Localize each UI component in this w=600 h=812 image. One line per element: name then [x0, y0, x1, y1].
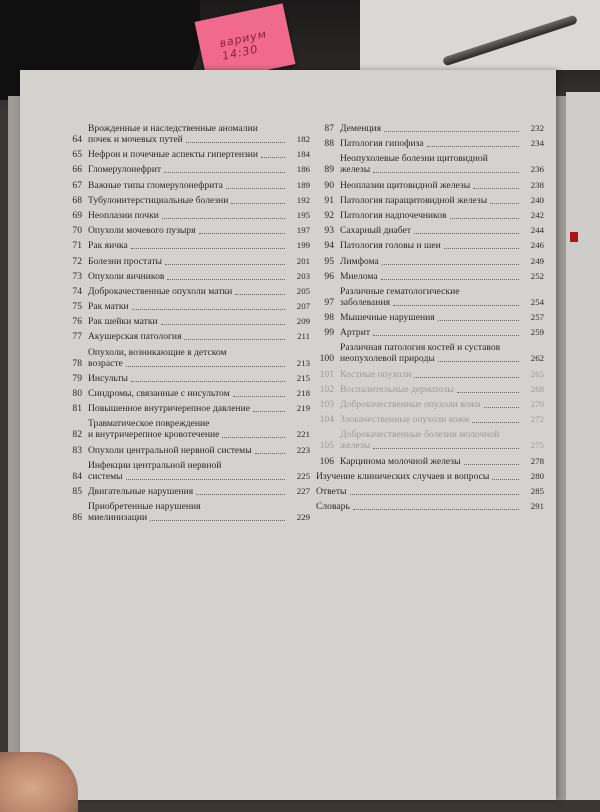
toc-entry: [316, 312, 544, 323]
toc-entry: [316, 271, 544, 282]
chapter-number: 99: [324, 327, 334, 339]
page-number: 186: [296, 164, 310, 175]
page-number: 252: [530, 270, 544, 281]
dot-leader: [444, 248, 519, 249]
chapter-number: 66: [72, 164, 82, 176]
chapter-title-line: Различная патология костей и суставов: [340, 342, 501, 354]
page-number: 189: [296, 179, 310, 190]
chapter-title: [316, 486, 544, 497]
toc-entry: [66, 301, 310, 312]
chapter-title-line: Рак матки: [88, 301, 129, 313]
chapter-title: [340, 384, 544, 395]
toc-entry: [66, 225, 310, 236]
toc-entry: [66, 164, 310, 175]
page-number: 291: [530, 501, 544, 512]
dot-leader: [350, 494, 520, 495]
chapter-title-line: Инфекции центральной нервной: [88, 459, 222, 471]
chapter-number: 104: [319, 414, 334, 426]
chapter-number: 64: [72, 134, 82, 145]
dot-leader: [373, 448, 519, 449]
toc-entry: [316, 153, 544, 175]
chapter-title-line: Инсульты: [88, 372, 129, 384]
chapter-title: [88, 460, 310, 482]
chapter-title-line: Доброкачественные болезни молочной: [340, 429, 500, 441]
chapter-title: [340, 195, 544, 206]
chapter-number: 79: [72, 372, 82, 384]
chapter-number: 80: [72, 388, 82, 399]
chapter-number: 87: [324, 123, 334, 134]
chapter-title-line: Различные гематологические: [340, 285, 460, 297]
dot-leader: [126, 479, 285, 480]
toc-left-column: [66, 123, 310, 527]
toc-entry: [316, 195, 544, 206]
chapter-number: 85: [72, 485, 82, 497]
chapter-title-line: системы: [88, 470, 123, 482]
chapter-title-line: возрасте: [88, 357, 123, 369]
chapter-title: [88, 149, 310, 160]
chapter-title-line: Патология гипофиза: [340, 138, 424, 150]
chapter-title-line: Опухоли, возникающие в детском: [88, 346, 227, 358]
toc-entry: [66, 271, 310, 282]
chapter-title-line: Опухоли центральной нервной системы: [88, 444, 252, 456]
dot-leader: [393, 305, 519, 306]
next-page-fragment: [566, 92, 600, 800]
chapter-title-line: Рак яичка: [88, 240, 128, 252]
chapter-title-line: Деменция: [340, 123, 382, 134]
chapter-number: 69: [72, 209, 82, 221]
dot-leader: [438, 320, 519, 321]
toc-entry: [316, 471, 544, 482]
page-number: 209: [296, 316, 310, 327]
chapter-number: 96: [324, 270, 334, 282]
chapter-title: [88, 331, 310, 342]
page-number: 192: [296, 194, 310, 205]
chapter-title-line: Неоплазии щитовидной железы: [340, 179, 471, 191]
toc-entry: [66, 123, 310, 145]
page-number: 246: [530, 240, 544, 251]
toc-entry: [316, 456, 544, 467]
page-number: 268: [530, 383, 544, 394]
toc-entry: [316, 256, 544, 267]
dot-leader: [261, 157, 285, 158]
chapter-title: [88, 195, 310, 206]
page-number: 242: [530, 209, 544, 220]
dot-leader: [253, 411, 285, 412]
page-number: 225: [296, 470, 310, 481]
page-number: 197: [296, 225, 310, 236]
toc-entry: [66, 286, 310, 297]
chapter-number: 101: [319, 368, 334, 380]
toc-entry: [316, 399, 544, 410]
chapter-number: 95: [324, 255, 334, 267]
toc-entry: [66, 149, 310, 160]
chapter-title-line: Патология головы и шеи: [340, 240, 441, 252]
dot-leader: [226, 188, 285, 189]
dot-leader: [382, 264, 519, 265]
chapter-title-line: Ответы: [316, 485, 347, 497]
chapter-number: 98: [324, 312, 334, 324]
page-number: 223: [296, 444, 310, 455]
page-number: 201: [296, 255, 310, 266]
page-number: 182: [296, 134, 310, 144]
page-number: 240: [530, 194, 544, 205]
toc-entry: [66, 388, 310, 399]
page-number: 254: [530, 296, 544, 307]
chapter-number: 92: [324, 209, 334, 221]
toc-entry: [316, 286, 544, 308]
chapter-title-line: Изучение клинических случаев и вопросы: [316, 470, 490, 482]
dot-leader: [373, 172, 519, 173]
toc-entry: [66, 240, 310, 251]
chapter-title: [88, 240, 310, 251]
page-number: 219: [296, 403, 310, 414]
toc-entry: [66, 347, 310, 369]
chapter-title: [88, 316, 310, 327]
chapter-number: 75: [72, 301, 82, 313]
page-number: 221: [296, 429, 310, 440]
chapter-title: [340, 210, 544, 221]
table-of-contents-page: [20, 70, 556, 800]
dot-leader: [126, 366, 285, 367]
dot-leader: [472, 422, 519, 423]
chapter-title: [88, 210, 310, 221]
toc-right-column: [316, 123, 544, 516]
toc-entry: [66, 210, 310, 221]
chapter-title-line: Важные типы гломерулонефрита: [88, 179, 223, 191]
chapter-title-line: Патология надпочечников: [340, 209, 447, 221]
chapter-title: [340, 342, 544, 364]
toc-entry: [66, 418, 310, 440]
chapter-number: 91: [324, 194, 334, 206]
chapter-title: [88, 271, 310, 282]
page-number: 199: [296, 240, 310, 251]
chapter-title-line: Травматическое повреждение: [88, 418, 210, 430]
toc-entry: [316, 138, 544, 149]
chapter-number: 81: [72, 403, 82, 415]
dot-leader: [235, 294, 285, 295]
page-number: 272: [530, 414, 544, 425]
page-number: 257: [530, 312, 544, 323]
chapter-number: 97: [324, 296, 334, 308]
chapter-title-line: Карцинома молочной железы: [340, 455, 461, 467]
page-number: 227: [296, 485, 310, 496]
dot-leader: [457, 392, 519, 393]
chapter-title-line: Нефрон и почечные аспекты гипертензии: [88, 149, 259, 161]
dot-leader: [164, 172, 285, 173]
toc-entry: [66, 331, 310, 342]
chapter-title-line: Словарь: [316, 501, 350, 513]
toc-entry: [66, 501, 310, 523]
toc-entry: [316, 369, 544, 380]
toc-entry: [316, 384, 544, 395]
chapter-title: [340, 456, 544, 467]
chapter-title-line: Артрит: [340, 327, 371, 339]
chapter-title: [88, 403, 310, 414]
chapter-title-line: Опухоли яичников: [88, 270, 165, 282]
dot-leader: [381, 279, 519, 280]
chapter-title: [340, 271, 544, 282]
dot-leader: [492, 479, 519, 480]
chapter-title: [340, 180, 544, 191]
dot-leader: [353, 509, 519, 510]
page-number: 232: [530, 123, 544, 133]
chapter-title: [340, 153, 544, 175]
toc-entry: [66, 195, 310, 206]
chapter-title-line: Костные опухоли: [340, 368, 412, 380]
sticky-note-handwriting: вариум 14:30: [218, 27, 269, 63]
chapter-title: [88, 301, 310, 312]
chapter-number: 71: [72, 240, 82, 252]
page-number: 275: [530, 440, 544, 451]
dot-leader: [199, 233, 285, 234]
chapter-number: 82: [72, 429, 82, 441]
chapter-title-line: Приобретенные нарушения: [88, 501, 201, 513]
dot-leader: [131, 248, 285, 249]
dot-leader: [414, 377, 519, 378]
chapter-title: [340, 123, 544, 134]
chapter-title: [340, 399, 544, 410]
chapter-title: [316, 501, 544, 512]
toc-entry: [66, 256, 310, 267]
chapter-title: [340, 225, 544, 236]
chapter-title: [340, 327, 544, 338]
chapter-title: [340, 312, 544, 323]
chapter-number: 94: [324, 240, 334, 252]
white-paper-sheet: [360, 0, 600, 70]
chapter-number: 73: [72, 270, 82, 282]
toc-entry: [66, 445, 310, 456]
chapter-title: [88, 180, 310, 191]
toc-entry: [316, 414, 544, 425]
chapter-title-line: железы: [340, 440, 371, 452]
page-number: 205: [296, 285, 310, 296]
dot-leader: [231, 203, 285, 204]
chapter-title-line: Синдромы, связанные с инсультом: [88, 388, 230, 399]
chapter-title: [88, 225, 310, 236]
dot-leader: [196, 494, 285, 495]
chapter-number: 76: [72, 316, 82, 328]
dot-leader: [464, 464, 519, 465]
chapter-title-line: Лимфома: [340, 255, 379, 267]
page-number: 215: [296, 372, 310, 383]
chapter-number: 102: [319, 383, 334, 395]
chapter-title-line: Сахарный диабет: [340, 225, 411, 237]
chapter-title: [316, 471, 544, 482]
dot-leader: [255, 453, 285, 454]
toc-entry: [316, 501, 544, 512]
page-number: 211: [297, 331, 310, 342]
chapter-number: 78: [72, 357, 82, 369]
chapter-number: 70: [72, 225, 82, 237]
dot-leader: [384, 131, 519, 132]
chapter-title-line: Злокачественные опухоли кожи: [340, 414, 470, 426]
chapter-number: 65: [72, 149, 82, 161]
chapter-number: 74: [72, 285, 82, 297]
chapter-number: 83: [72, 444, 82, 456]
toc-entry: [66, 460, 310, 482]
page-number: 270: [530, 399, 544, 409]
chapter-title-line: Опухоли мочевого пузыря: [88, 225, 196, 237]
chapter-title: [88, 418, 310, 440]
toc-entry: [316, 240, 544, 251]
chapter-number: 67: [72, 179, 82, 191]
toc-entry: [316, 123, 544, 134]
page-number: 259: [530, 327, 544, 338]
chapter-title-line: заболевания: [340, 296, 390, 308]
chapter-number: 105: [319, 440, 334, 452]
toc-entry: [316, 180, 544, 191]
dot-leader: [414, 233, 519, 234]
chapter-title-line: Патология паращитовидной железы: [340, 194, 488, 206]
chapter-title: [88, 347, 310, 369]
dot-leader: [132, 309, 285, 310]
chapter-title: [340, 429, 544, 451]
chapter-title: [88, 388, 310, 399]
dot-leader: [484, 407, 519, 408]
page-number: 213: [296, 357, 310, 368]
chapter-title: [88, 445, 310, 456]
chapter-title-line: Болезни простаты: [88, 255, 162, 267]
chapter-title-line: Доброкачественные опухоли матки: [88, 285, 233, 297]
page-number: 229: [296, 512, 310, 523]
chapter-title: [88, 164, 310, 175]
toc-entry: [66, 486, 310, 497]
dot-leader: [233, 396, 285, 397]
toc-entry: [316, 342, 544, 364]
chapter-number: 84: [72, 470, 82, 482]
dot-leader: [473, 188, 519, 189]
chapter-title-line: Гломерулонефрит: [88, 164, 162, 176]
page-number: 244: [530, 225, 544, 236]
toc-entry: [66, 316, 310, 327]
chapter-title-line: Тубулоинтерстициальные болезни: [88, 194, 229, 206]
dot-leader: [162, 218, 285, 219]
dot-leader: [167, 279, 285, 280]
page-number: 278: [530, 455, 544, 466]
chapter-title: [340, 256, 544, 267]
dot-leader: [222, 437, 285, 438]
page-number: 203: [296, 270, 310, 281]
chapter-title-line: Неопухолевые болезни щитовидной: [340, 153, 488, 165]
dot-leader: [438, 361, 519, 362]
chapter-number: 93: [324, 225, 334, 237]
chapter-title-line: Рак шейки матки: [88, 316, 158, 328]
chapter-title: [88, 373, 310, 384]
dot-leader: [373, 335, 519, 336]
dot-leader: [427, 146, 519, 147]
toc-entry: [316, 327, 544, 338]
dot-leader: [450, 218, 519, 219]
page-number: 207: [296, 301, 310, 312]
dot-leader: [161, 324, 285, 325]
chapter-number: 106: [319, 455, 334, 467]
chapter-number: 88: [324, 138, 334, 150]
chapter-title-line: Мышечные нарушения: [340, 312, 435, 324]
chapter-title-line: Доброкачественные опухоли кожи: [340, 399, 481, 410]
chapter-title: [88, 256, 310, 267]
page-number: 262: [530, 353, 544, 364]
dot-leader: [490, 203, 519, 204]
chapter-number: 68: [72, 194, 82, 206]
toc-entry: [316, 225, 544, 236]
chapter-title: [340, 414, 544, 425]
chapter-number: 103: [319, 399, 334, 410]
chapter-title: [340, 369, 544, 380]
chapter-title: [88, 486, 310, 497]
red-marker: [570, 232, 578, 242]
page-number: 249: [530, 255, 544, 266]
toc-entry: [66, 180, 310, 191]
page-number: 195: [296, 209, 310, 220]
page-number: 184: [296, 149, 310, 160]
dot-leader: [131, 381, 285, 382]
dot-leader: [150, 520, 285, 521]
chapter-title: [340, 240, 544, 251]
page-number: 285: [530, 485, 544, 496]
chapter-title-line: Воспалительные дерматозы: [340, 383, 454, 395]
page-number: 234: [530, 138, 544, 149]
page-number: 218: [296, 388, 310, 398]
page-number: 238: [530, 179, 544, 190]
page-number: 280: [530, 470, 544, 481]
toc-entry: [316, 486, 544, 497]
page-number: 236: [530, 164, 544, 175]
page-number: 265: [530, 368, 544, 379]
chapter-title-line: Миелома: [340, 270, 378, 282]
chapter-title: [340, 138, 544, 149]
chapter-number: 72: [72, 255, 82, 267]
dot-leader: [186, 142, 285, 143]
chapter-title-line: Неоплазии почки: [88, 209, 159, 221]
chapter-number: 100: [319, 353, 334, 365]
chapter-title-line: Повышенное внутричерепное давление: [88, 403, 250, 415]
chapter-title: [88, 286, 310, 297]
chapter-title-line: неопухолевой природы: [340, 353, 435, 365]
chapter-number: 90: [324, 179, 334, 191]
chapter-title: [88, 501, 310, 523]
chapter-title-line: миелинизации: [88, 512, 148, 524]
toc-entry: [66, 403, 310, 414]
dot-leader: [184, 339, 285, 340]
chapter-number: 86: [72, 512, 82, 524]
chapter-title: [88, 123, 310, 145]
toc-entry: [66, 373, 310, 384]
dot-leader: [165, 264, 285, 265]
chapter-title-line: железы: [340, 164, 371, 176]
toc-entry: [316, 210, 544, 221]
chapter-title-line: и внутричерепное кровотечение: [88, 429, 220, 441]
chapter-title-line: Двигательные нарушения: [88, 485, 194, 497]
chapter-number: 89: [324, 164, 334, 176]
chapter-title-line: Акушерская патология: [88, 331, 182, 343]
toc-entry: [316, 429, 544, 451]
chapter-title-line: почек и мочевых путей: [88, 134, 183, 145]
chapter-title: [340, 286, 544, 308]
chapter-number: 77: [72, 331, 82, 343]
chapter-title-line: Врожденные и наследственные аномалии: [88, 123, 258, 134]
